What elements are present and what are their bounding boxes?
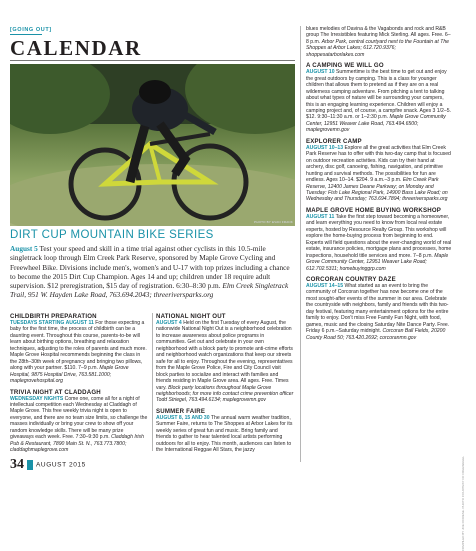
issue-date: AUGUST 2015 bbox=[36, 461, 86, 469]
kicker-rule bbox=[10, 34, 42, 35]
event-text: The annual warm weather tradition, Summer Faire, returns to The Shoppes at Arbor Lakes for its weekly series of great fun and music. Bring family and friends to gather to hear talented local artists performing outdoors for all to enjoy. This month, audiences can listen to the International Reggae All Stars, the jazzy bbox=[156, 414, 293, 454]
feature-date: August 5 bbox=[10, 244, 38, 253]
event-location: Claddagh Irish Pub & Restaurant, 7890 Main St. N., 763.773.7800; claddaghmaplegrove.com bbox=[10, 434, 144, 454]
event-location: Elm Creek Park Reserve, 12400 James Deane Parkway; on Monday and Tuesday: Fish Lake Regional Park, 14900 Bass Lake Road; on Wednesday and Thursday; 763.694.7894; threeriversparks.org bbox=[306, 177, 448, 203]
event-date: AUGUST 11 bbox=[306, 213, 335, 220]
event-title: MAPLE GROVE HOME BUYING WORKSHOP bbox=[306, 206, 442, 214]
event-text: Summertime is the best time to get out and enjoy the great outdoors by camping. This is a class for younger children that allows them to pretend as if they are on a real wilderness camping adventure. From pitching a tent to talking about what types of nature will be surrounding your campers, this is an engaging learning experience. Children will enjoy a camping project and, of course, a campfire snack. Ages 3 1/2–5. $12. 9:30–11:30 a.m. or 1–2:30 p.m. bbox=[306, 69, 451, 121]
event-entry bbox=[306, 69, 452, 134]
feature-photo bbox=[10, 64, 295, 226]
event-location: Block party locations throughout Maple Grove neighborhoods; for more info contact crime prevention officer Todd Striegel, 763.494.6134; maplegrovemn.gov bbox=[156, 384, 294, 404]
event-date: AUGUST 10–13 bbox=[306, 144, 344, 151]
event-date: AUGUST 10 bbox=[306, 69, 335, 76]
event-location: Maple Grove Hospital, 9875 Hospital Drive, 763.581.1000; maplegrovehospital.org bbox=[10, 365, 129, 385]
folio-accent-bar bbox=[27, 460, 33, 470]
event-title: SUMMER FAIRE bbox=[156, 407, 206, 415]
event-text: Held on the first Tuesday of every August, the nationwide National Night Out is a neighborhood celebration to increase awareness about police programs in communities. Get out and celebrate in your own neighborhood with a block party to promote anti-crime efforts and neighborhood watch organizations that keep our streets safe for all to enjoy. Throughout the evening, representatives from the Maple Grove Police, Fire and City Council visit block parties to socialize and interact with families and friends residing in Maple Grove area. All ages. Free. Times vary. bbox=[156, 320, 293, 391]
page-number: 34 bbox=[10, 456, 24, 472]
event-entry bbox=[306, 145, 452, 203]
event-title: A CAMPING WE WILL GO bbox=[306, 62, 384, 70]
event-date: AUGUST 8, 15 AND 30 bbox=[156, 414, 210, 421]
event-title: TRIVIA NIGHT AT CLADDAGH bbox=[10, 388, 101, 396]
feature-location: Elm Creek Singletrack Trail, 951 W. Hayden Lake Road, 763.694.2043; threeriversparks.org bbox=[10, 281, 289, 300]
column-1 bbox=[10, 313, 148, 458]
feature-text: Test your speed and skill in a time trial against other cyclists in this 10.5-mile singletrack loop through Elm Creek Park Reserve, sponsored by Maple Grove Cycling and Freewheel Bike. Divisions include men's, women's and U-17 with top prizes including a chance to become the 2015 Dirt Cup Champion. Ages 14 and up; children under 18 require adult supervision. $12 preregistration, $15 day of registration. 6:30–8:30 p.m. bbox=[10, 244, 290, 291]
event-entry bbox=[156, 415, 294, 454]
side-credit-text: COMPILED BY JOE FIORESE. PHOTO COURTESY OF FREEWHEEL bbox=[461, 456, 465, 551]
event-text: For those expecting a baby for the first time, the process of childbirth can be a daunting event. Throughout this course, parents-to-be will learn about birthing options, breathing and relaxation techniques, adjusting to the roles of parents and much more. Maple Grove Hospital recommends beginning the class in the 28th–30th week of pregnancy and bringing two pillows, along with your partner. $110. 7–9 p.m. bbox=[10, 320, 147, 372]
section-title: CALENDAR bbox=[10, 36, 142, 60]
column-divider bbox=[300, 26, 301, 462]
event-entry bbox=[306, 26, 452, 58]
event-date: AUGUST 4 bbox=[156, 320, 182, 326]
event-date: WEDNESDAY NIGHTS bbox=[10, 395, 64, 402]
event-entry bbox=[306, 214, 452, 272]
side-credit bbox=[461, 290, 467, 551]
event-title: NATIONAL NIGHT OUT bbox=[156, 313, 226, 320]
event-location: Maple Grove Community Center, 12951 Weaver Lake Road, 763.494.6500; maplegrovemn.gov bbox=[306, 114, 446, 134]
event-text: What started as an event to bring the community of Corcoran together has now become one of the most sought-after events of the summer in our area. Celebrate the countryside with neighbors, family and friends with this two-day festival, featuring many entertainment options for the entire family to enjoy. Don't miss Free Family Fun Night, with food, games, music and the closing Saturday Nite Dance Party. Free. Friday 6 p.m.–Saturday midnight. bbox=[306, 282, 450, 335]
event-location: Arbor Park, central courtyard next to the Fountain at The Shoppes at Arbor Lakes; 612.720.9376; shoppesatarborlakes.com bbox=[306, 38, 449, 58]
column-3 bbox=[306, 26, 452, 345]
event-title: CORCORAN COUNTRY DAZE bbox=[306, 275, 396, 283]
event-location: Corcoran Ball Fields, 20200 County Road 50; 763.420.2692; corcoranmn.gov bbox=[306, 328, 446, 341]
photo-credit: PHOTO BY EVAN FRANK bbox=[254, 220, 293, 224]
event-location: Maple Grove Community Center, 12951 Weaver Lake Road; 612.702.5311; homebuyinggrp.com bbox=[306, 252, 449, 272]
event-text: Take the first step toward becoming a homeowner, and learn everything you need to know from local real estate experts, hosted by Resource Realty Group. This workshop will explore the home-buying process from beginning to end. Experts will field questions about the ever-changing world of real estate, insurance policies, mortgage plans and processes, home inspections, household title services and more. 7–8 p.m. bbox=[306, 213, 452, 259]
event-text: Explore all the great activities that Elm Creek Park Reserve has to offer with this two-day camp that is focused on outdoor recreation activities. Kids can try their hand at archery, disc golf, canoeing, fishing, navigation, and primitive hunting and survival methods. The possibilities for fun are endless. Ages 10–14. $204. 9 a.m.–3 p.m. bbox=[306, 144, 451, 184]
column-divider bbox=[152, 313, 153, 451]
page-folio bbox=[10, 456, 86, 474]
feature-title: DIRT CUP MOUNTAIN BIKE SERIES bbox=[10, 229, 214, 241]
event-title: CHILDBIRTH PREPARATION bbox=[10, 313, 97, 320]
event-title: EXPLORER CAMP bbox=[306, 137, 362, 145]
event-entry bbox=[156, 320, 294, 404]
feature-body bbox=[10, 244, 295, 300]
event-entry bbox=[10, 320, 148, 385]
event-date: TUESDAYS STARTING AUGUST 11 bbox=[10, 320, 94, 326]
event-text: blues melodies of Davina & the Vagabonds and rock and R&B group The Irresistibles featuring Mick Sterling. All ages. Free. 6–8 p.m. bbox=[306, 26, 451, 45]
cyclist-photo-illustration bbox=[10, 64, 295, 226]
header-rule bbox=[10, 60, 295, 61]
event-text: Come one, come all for a night of intellectual competition each Wednesday at Claddagh of Maple Grove. This free weekly trivia night is open to everyone, and there are no team size limits, so challenge the masses individually or bring your crew to show off your random knowledge skills. There will be many prize giveaways each week. Free. 7:30–9:30 p.m. bbox=[10, 395, 148, 441]
event-entry bbox=[10, 396, 148, 454]
column-2 bbox=[156, 313, 294, 458]
section-kicker: [GOING OUT] bbox=[10, 27, 52, 33]
event-date: AUGUST 14–15 bbox=[306, 282, 344, 289]
event-entry bbox=[306, 283, 452, 341]
